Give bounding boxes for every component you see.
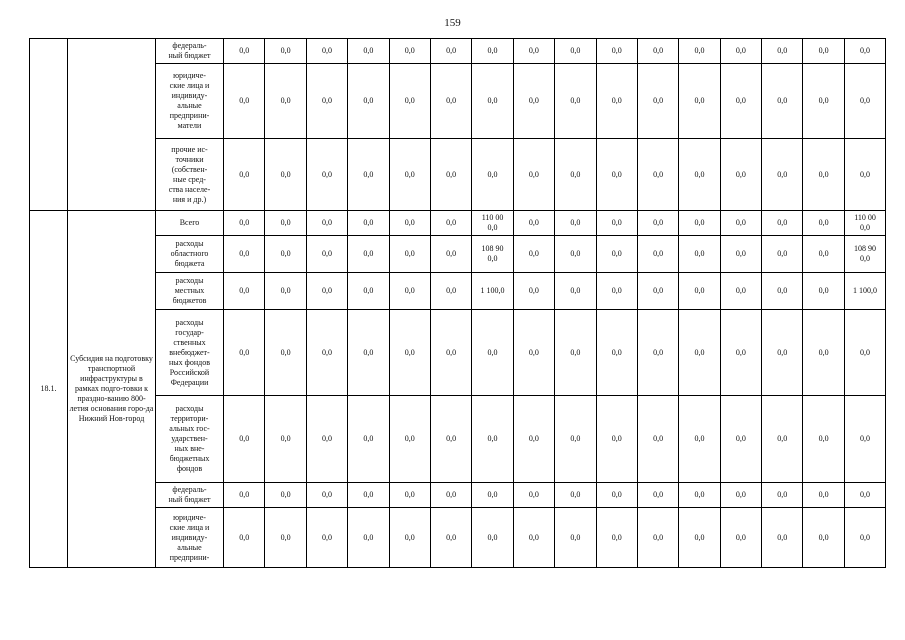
value-cell: 0,0 [637,396,678,483]
value-cell: 0,0 [555,310,596,396]
value-cell: 0,0 [472,310,513,396]
value-cell: 0,0 [637,483,678,508]
table-row [30,396,886,483]
value-cell: 0,0 [306,508,347,568]
value-cell: 0,0 [803,39,844,64]
value-cell: 0,0 [679,211,720,236]
value-cell: 0,0 [596,508,637,568]
value-cell: 0,0 [803,396,844,483]
value-cell: 0,0 [389,508,430,568]
value-cell: 0,0 [844,396,885,483]
value-cell: 0,0 [637,273,678,310]
value-cell: 0,0 [637,39,678,64]
value-cell: 0,0 [472,39,513,64]
row-index-cell: 18.1. [30,211,68,568]
value-cell: 0,0 [679,310,720,396]
funding-source-label: федераль- ный бюджет [156,39,224,64]
value-cell: 0,0 [596,64,637,139]
value-cell: 0,0 [348,139,389,211]
value-cell: 0,0 [389,64,430,139]
value-cell: 0,0 [637,139,678,211]
value-cell: 0,0 [762,508,803,568]
value-cell: 0,0 [637,508,678,568]
value-cell: 0,0 [637,64,678,139]
value-cell: 0,0 [762,483,803,508]
value-cell: 0,0 [430,211,471,236]
value-cell: 0,0 [389,211,430,236]
value-cell: 0,0 [348,64,389,139]
value-cell: 0,0 [844,508,885,568]
value-cell: 0,0 [265,273,306,310]
value-cell: 0,0 [348,508,389,568]
funding-source-label: расходы государ- ственных внебюджет- ных фондов Российской Федерации [156,310,224,396]
value-cell: 0,0 [720,273,761,310]
value-cell: 0,0 [720,396,761,483]
value-cell: 0,0 [348,396,389,483]
value-cell: 0,0 [555,508,596,568]
value-cell: 0,0 [513,211,554,236]
value-cell: 0,0 [265,236,306,273]
value-cell: 0,0 [555,236,596,273]
value-cell: 0,0 [472,508,513,568]
value-cell: 0,0 [224,139,265,211]
value-cell: 110 00 0,0 [472,211,513,236]
value-cell: 0,0 [513,310,554,396]
value-cell: 0,0 [803,310,844,396]
value-cell: 0,0 [389,236,430,273]
table-row [30,508,886,568]
value-cell: 0,0 [803,139,844,211]
value-cell: 0,0 [555,483,596,508]
table-row [30,39,886,64]
table-row [30,211,886,236]
value-cell: 0,0 [265,508,306,568]
value-cell: 0,0 [224,508,265,568]
value-cell: 1 100,0 [472,273,513,310]
value-cell: 0,0 [430,310,471,396]
table-body [30,39,886,568]
value-cell: 0,0 [844,64,885,139]
value-cell: 0,0 [389,39,430,64]
value-cell: 0,0 [430,273,471,310]
value-cell: 0,0 [306,139,347,211]
value-cell: 0,0 [555,273,596,310]
funding-source-label: Всего [156,211,224,236]
value-cell: 0,0 [762,64,803,139]
value-cell: 0,0 [596,483,637,508]
funding-source-label: юридиче- ские лица и индивиду- альные предприни- [156,508,224,568]
value-cell: 0,0 [306,39,347,64]
value-cell: 0,0 [679,273,720,310]
value-cell: 108 90 0,0 [472,236,513,273]
value-cell: 0,0 [720,39,761,64]
value-cell: 0,0 [389,139,430,211]
table-row [30,483,886,508]
value-cell: 0,0 [306,273,347,310]
value-cell: 0,0 [596,211,637,236]
value-cell: 0,0 [513,236,554,273]
funding-source-label: юридиче- ские лица и индивиду- альные предприни- матели [156,64,224,139]
value-cell: 0,0 [306,310,347,396]
value-cell: 0,0 [224,396,265,483]
value-cell: 0,0 [844,310,885,396]
value-cell: 0,0 [265,483,306,508]
value-cell: 110 00 0,0 [844,211,885,236]
value-cell: 0,0 [306,396,347,483]
value-cell: 0,0 [306,211,347,236]
value-cell: 0,0 [265,211,306,236]
table-row [30,139,886,211]
value-cell: 0,0 [596,273,637,310]
value-cell: 0,0 [224,273,265,310]
value-cell: 0,0 [513,508,554,568]
value-cell: 0,0 [637,310,678,396]
value-cell: 0,0 [472,64,513,139]
value-cell: 0,0 [389,483,430,508]
value-cell: 0,0 [430,483,471,508]
page-number: 159 [444,17,461,29]
value-cell: 0,0 [596,139,637,211]
value-cell: 0,0 [596,396,637,483]
table-row [30,236,886,273]
value-cell: 0,0 [513,483,554,508]
funding-source-label: расходы территори- альных гос- ударствен- ных вне- бюджетных фондов [156,396,224,483]
value-cell: 0,0 [720,139,761,211]
value-cell: 0,0 [430,64,471,139]
value-cell: 0,0 [844,483,885,508]
value-cell: 0,0 [389,396,430,483]
value-cell: 0,0 [555,396,596,483]
value-cell: 0,0 [555,64,596,139]
value-cell: 0,0 [265,396,306,483]
value-cell: 0,0 [265,64,306,139]
value-cell: 0,0 [762,236,803,273]
value-cell: 0,0 [472,139,513,211]
value-cell: 0,0 [348,483,389,508]
value-cell: 0,0 [679,236,720,273]
funding-source-label: расходы местных бюджетов [156,273,224,310]
value-cell: 0,0 [348,310,389,396]
value-cell: 0,0 [720,310,761,396]
value-cell: 0,0 [762,396,803,483]
value-cell: 0,0 [513,396,554,483]
value-cell: 0,0 [679,483,720,508]
value-cell: 0,0 [430,236,471,273]
value-cell: 0,0 [596,39,637,64]
value-cell: 0,0 [430,508,471,568]
value-cell: 0,0 [430,396,471,483]
value-cell: 0,0 [803,273,844,310]
value-cell: 0,0 [679,39,720,64]
value-cell: 0,0 [306,64,347,139]
value-cell: 0,0 [224,64,265,139]
value-cell: 0,0 [803,483,844,508]
value-cell: 0,0 [389,310,430,396]
value-cell: 0,0 [596,310,637,396]
value-cell: 0,0 [513,273,554,310]
funding-source-label: федераль- ный бюджет [156,483,224,508]
value-cell: 0,0 [762,39,803,64]
value-cell: 0,0 [720,508,761,568]
value-cell: 0,0 [637,211,678,236]
value-cell: 0,0 [679,64,720,139]
value-cell: 0,0 [555,39,596,64]
value-cell: 0,0 [348,211,389,236]
value-cell: 0,0 [224,236,265,273]
value-cell: 0,0 [720,211,761,236]
budget-table [29,38,886,568]
value-cell: 0,0 [555,211,596,236]
value-cell: 0,0 [720,483,761,508]
value-cell: 0,0 [803,64,844,139]
value-cell: 0,0 [224,39,265,64]
value-cell: 0,0 [555,139,596,211]
value-cell: 0,0 [513,139,554,211]
value-cell: 0,0 [265,310,306,396]
value-cell: 0,0 [803,508,844,568]
value-cell: 0,0 [762,211,803,236]
value-cell: 0,0 [472,483,513,508]
table-row [30,273,886,310]
value-cell: 0,0 [348,39,389,64]
value-cell: 0,0 [389,273,430,310]
value-cell: 0,0 [762,139,803,211]
value-cell: 0,0 [720,64,761,139]
value-cell: 0,0 [513,64,554,139]
value-cell: 0,0 [224,211,265,236]
value-cell: 1 100,0 [844,273,885,310]
value-cell: 0,0 [803,236,844,273]
funding-source-label: расходы областного бюджета [156,236,224,273]
value-cell: 0,0 [224,483,265,508]
value-cell: 0,0 [513,39,554,64]
program-name-cell: Субсидия на подготовку транспортной инфраструктуры в рамках подго-товки к праздно-ванию 800-летия основания горо-да Нижний Нов-город [68,211,156,568]
funding-source-label: прочие ис- точники (собствен- ные сред- ства населе- ния и др.) [156,139,224,211]
value-cell: 0,0 [762,273,803,310]
value-cell: 0,0 [679,139,720,211]
value-cell: 0,0 [224,310,265,396]
value-cell: 0,0 [430,39,471,64]
value-cell: 0,0 [637,236,678,273]
value-cell: 0,0 [306,236,347,273]
value-cell: 0,0 [844,139,885,211]
program-name-cell [68,39,156,211]
value-cell: 0,0 [720,236,761,273]
table-row [30,64,886,139]
table-row [30,310,886,396]
value-cell: 0,0 [472,396,513,483]
row-index-cell [30,39,68,211]
value-cell: 0,0 [348,273,389,310]
value-cell: 0,0 [762,310,803,396]
value-cell: 108 90 0,0 [844,236,885,273]
value-cell: 0,0 [265,139,306,211]
value-cell: 0,0 [596,236,637,273]
value-cell: 0,0 [306,483,347,508]
value-cell: 0,0 [803,211,844,236]
value-cell: 0,0 [430,139,471,211]
value-cell: 0,0 [348,236,389,273]
value-cell: 0,0 [844,39,885,64]
value-cell: 0,0 [679,508,720,568]
value-cell: 0,0 [265,39,306,64]
value-cell: 0,0 [679,396,720,483]
